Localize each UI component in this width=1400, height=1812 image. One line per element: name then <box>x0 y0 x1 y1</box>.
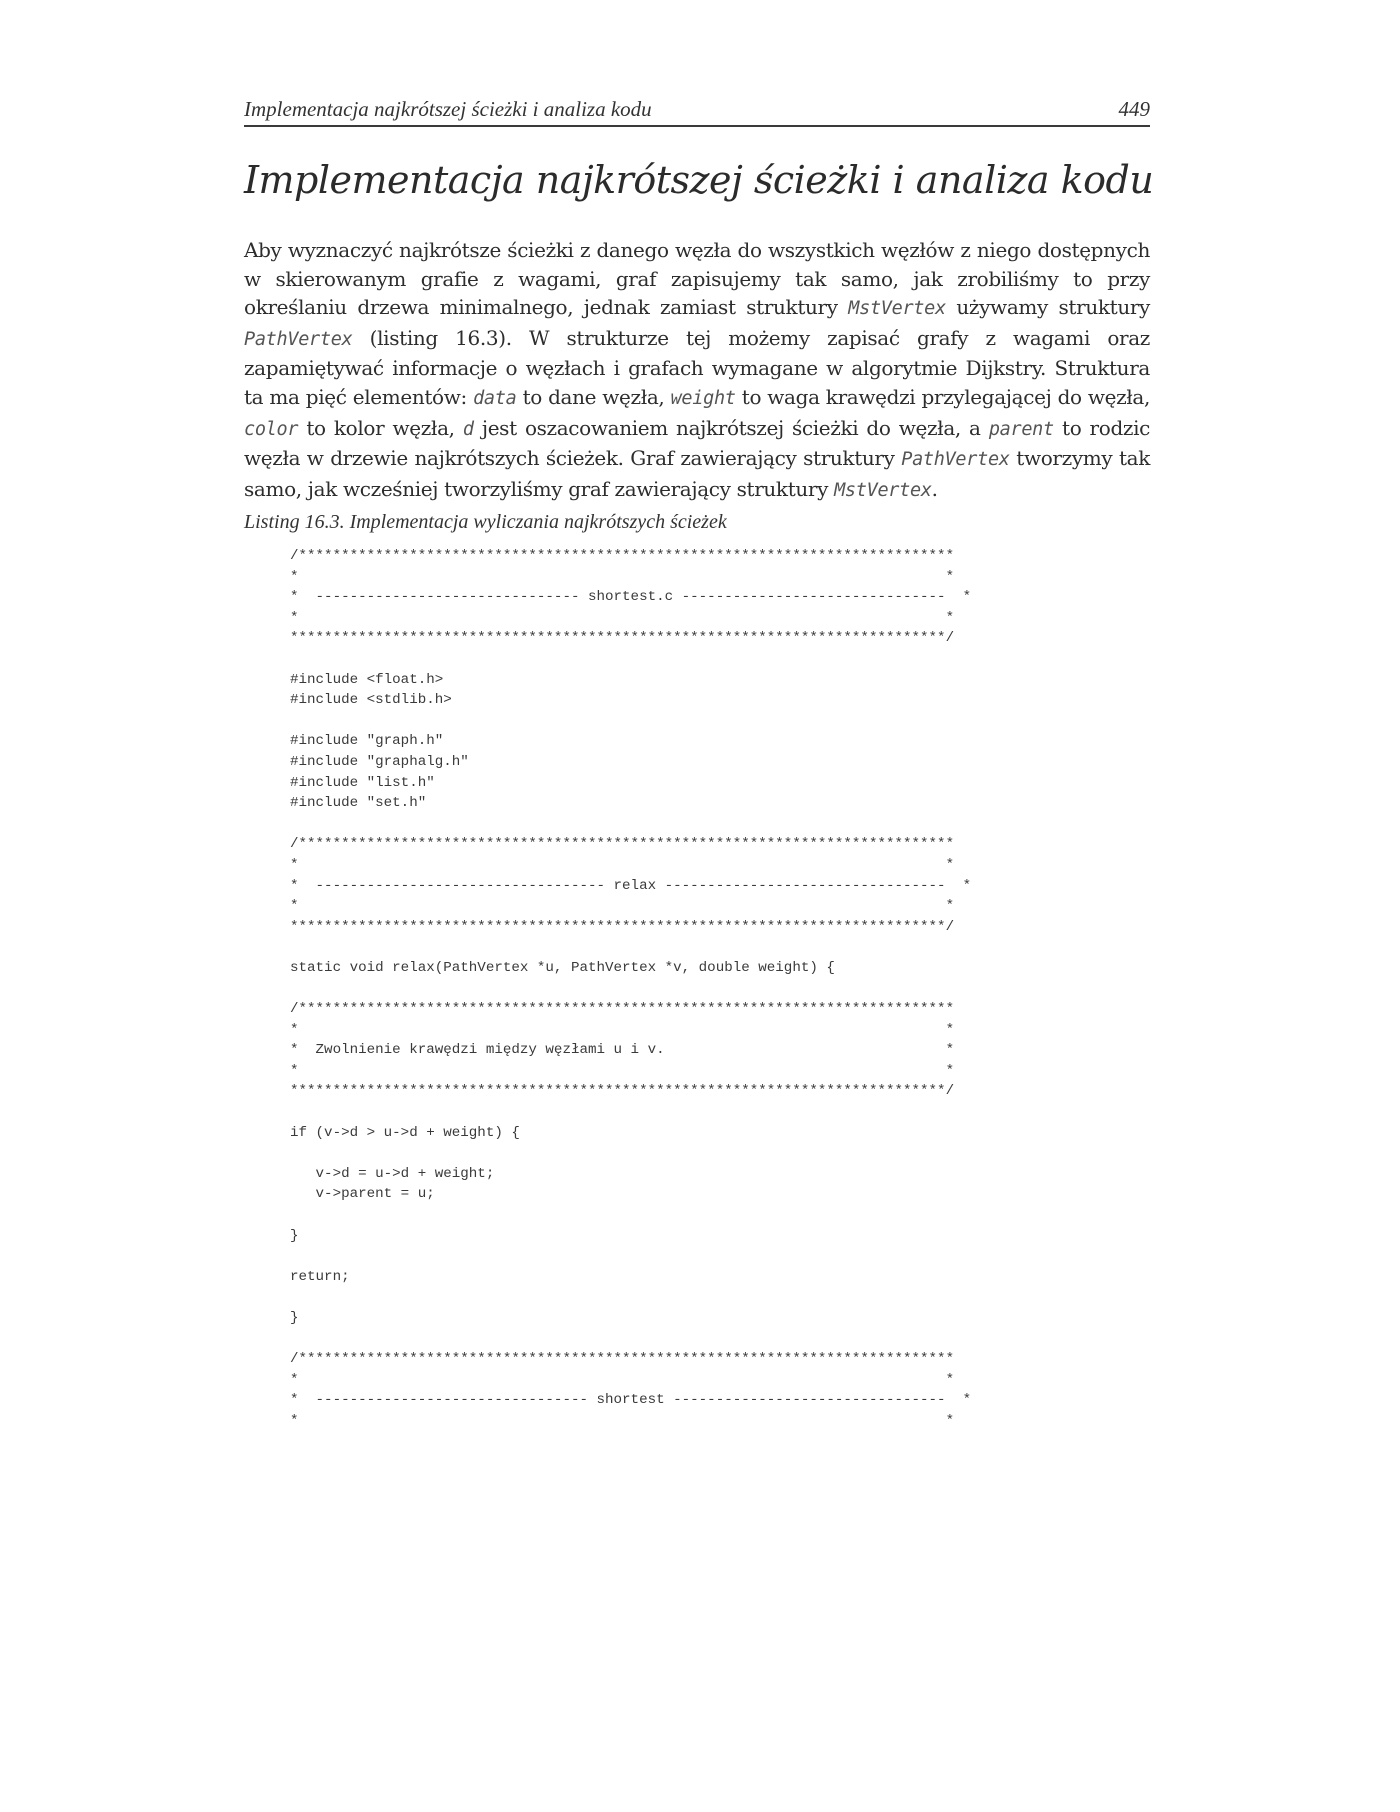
paragraph-text: to rodzic węzła w drzewie najkrótszych ścieżek. Graf zawierający struktury <box>244 415 1150 471</box>
running-header <box>244 97 1150 127</box>
inline-code: data <box>473 387 517 409</box>
section-title: Implementacja najkrótszej ścieżki i analiza kodu <box>244 158 1154 202</box>
paragraph-text: używamy struktury <box>945 295 1151 320</box>
inline-code: d <box>462 418 474 440</box>
page-number: 449 <box>1118 97 1150 121</box>
paragraph-text: to dane węzła, <box>516 384 671 409</box>
body-paragraph <box>244 236 1150 505</box>
paragraph-text: jest oszacowaniem najkrótszej ścieżki do węzła, a <box>473 415 989 440</box>
running-header-title: Implementacja najkrótszej ścieżki i analiza kodu <box>244 97 652 121</box>
paragraph-text: . <box>931 476 938 501</box>
code-listing: /***************************************************************************** * * * ------------------------------- shortest.c ------------------------------- * * * *****************************************************************************/ #include <float.h> #include <stdlib.h> #include "graph.h" #include "graphalg.h" #include "list.h" #include "set.h" /***************************************************************************** * * * ---------------------------------- relax --------------------------------- * * * *****************************************************************************/ static void relax(PathVertex *u, PathVertex *v, double weight) { /***************************************************************************** * * * Zwolnienie krawędzi między węzłami u i v. * * * *****************************************************************************/ if (v->d > u->d + weight) { v->d = u->d + weight; v->parent = u; } return; } /***************************************************************************** * * * -------------------------------- shortest -------------------------------- * * * <box>290 548 972 1429</box>
inline-code: PathVertex <box>244 328 353 350</box>
paragraph-text: tworzymy tak samo, jak wcześniej tworzyliśmy graf zawierający struktury <box>244 446 1150 501</box>
inline-code: weight <box>670 387 736 409</box>
paragraph-text: Aby wyznaczyć najkrótsze ścieżki z danego węzła do wszystkich węzłów z niego dostępnych w skierowanym grafie z wagami, graf zapisujemy tak samo, jak zrobiliśmy to przy określaniu drzewa minimalnego, jednak zamiast struktury <box>244 238 1150 320</box>
inline-code: parent <box>988 418 1054 440</box>
inline-code: MstVertex <box>834 479 932 501</box>
inline-code: color <box>244 418 299 440</box>
paragraph-text: to kolor węzła, <box>298 415 463 440</box>
paragraph-text: to waga krawędzi przylegającej do węzła, <box>735 384 1151 409</box>
paragraph-text: (listing 16.3). W strukturze tej możemy zapisać grafy z wagami oraz zapamiętywać informacje o węzłach i grafach wymagane w algorytmie Dijkstry. Struktura ta ma pięć elementów: <box>244 325 1150 409</box>
listing-caption: Listing 16.3. Implementacja wyliczania najkrótszych ścieżek <box>244 511 727 533</box>
inline-code: PathVertex <box>901 449 1010 471</box>
inline-code: MstVertex <box>848 298 946 320</box>
